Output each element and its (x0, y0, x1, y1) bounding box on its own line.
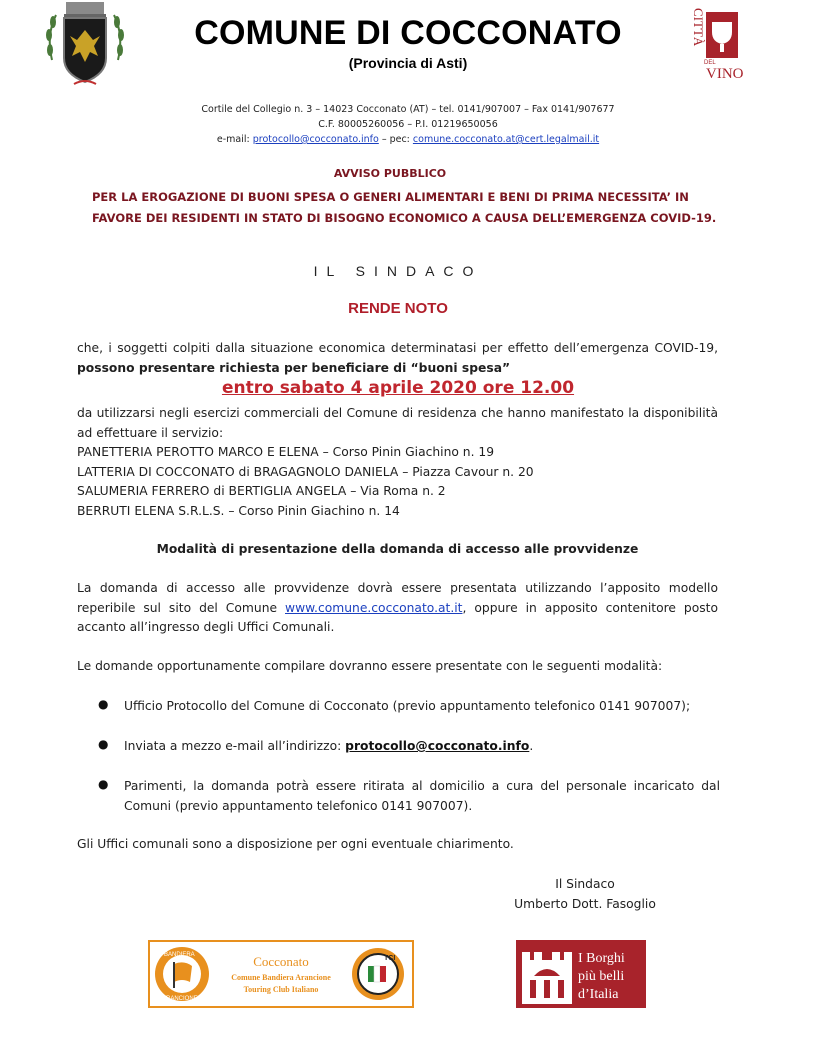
email-label: e-mail: (216, 134, 253, 145)
list-item: SALUMERIA FERRERO di BERTIGLIA ANGELA – Via Roma n. 2 (77, 484, 446, 498)
list-item: LATTERIA DI COCCONATO di BRAGAGNOLO DANIELA – Piazza Cavour n. 20 (77, 464, 534, 479)
rende-noto-heading: RENDE NOTO (348, 300, 448, 317)
bandiera-arancione-logo (148, 940, 414, 1008)
citta-del-vino-logo (682, 2, 748, 84)
address-line-1: Cortile del Collegio n. 3 – 14023 Cocconato (AT) – tel. 0141/907007 – Fax 0141/907677 (201, 104, 615, 115)
pec-link[interactable]: comune.cocconato.at@cert.legalmail.it (412, 134, 600, 145)
intro-paragraph (77, 339, 718, 378)
signature-role: Il Sindaco (555, 877, 615, 891)
usage-paragraph: da utilizzarsi negli esercizi commerciali del Comune di residenza che hanno manifestato la disponibilità ad effettuare il servizio: (77, 406, 718, 440)
bullet-icon: ● (98, 697, 109, 711)
badge-top-text: BANDIERA (164, 952, 195, 958)
list-item (124, 737, 720, 757)
section-paragraph (77, 579, 718, 638)
bullet-text: Inviata a mezzo e-mail all’indirizzo: (124, 739, 346, 753)
sindaco-title: IL SINDACO (313, 263, 483, 279)
section-text-2: , oppure in apposito contenitore posto accanto all’ingresso degli Uffici Comunali. (77, 600, 718, 634)
address-line-2: C.F. 80005260056 – P.I. 01219650056 (318, 119, 498, 130)
logo-line-2: più belli (578, 969, 625, 984)
list-item: Parimenti, la domanda potrà essere ritirata al domicilio a cura del personale incaricato dal Comuni (previo appuntamento telefonico 0141 907007). (124, 779, 720, 813)
deadline-text: entro sabato 4 aprile 2020 ore 12.00 (221, 378, 575, 398)
page-subtitle: (Provincia di Asti) (348, 55, 468, 71)
logo-title: Cocconato (253, 954, 309, 969)
contact-line (0, 134, 816, 145)
list-item: Ufficio Protocollo del Comune di Cocconato (previo appuntamento telefonico 0141 907007); (124, 699, 691, 713)
signature-name: Umberto Dott. Fasoglio (514, 897, 656, 911)
tci-text: TCI (384, 955, 396, 962)
section-text-1: La domanda di accesso alle provvidenze dovrà essere presentata utilizzando l’apposito modello reperibile sul sito del Comune (77, 581, 718, 615)
intro-text: che, i soggetti colpiti dalla situazione economica determinatasi per effetto dell’emergenza COVID-19, (77, 341, 718, 355)
vino-logo-del: DEL (704, 60, 716, 66)
shop-list (77, 443, 718, 521)
logo-line-2: Touring Club Italiano (243, 985, 319, 994)
vino-logo-text: VINO (706, 66, 744, 82)
list-item: PANETTERIA PEROTTO MARCO E ELENA – Corso Pinin Giachino n. 19 (77, 445, 495, 459)
pec-label: – pec: (378, 134, 413, 145)
notice-label: AVVISO PUBBLICO (333, 167, 447, 180)
notice-heading: PER LA EROGAZIONE DI BUONI SPESA O GENERI ALIMENTARI E BENI DI PRIMA NECESSITA’ IN FAVORE DEI RESIDENTI IN STATO DI BISOGNO ECONOMICO A CAUSA DELL’EMERGENZA COVID-19. (92, 190, 717, 225)
section-title: Modalità di presentazione della domanda di accesso alle provvidenze (156, 542, 639, 556)
svg-text:CITTÀ: CITTÀ (691, 8, 706, 47)
bullet-end: . (529, 739, 534, 753)
bullet-icon: ● (98, 777, 109, 791)
intro-bold-text: possono presentare richiesta per beneficiare di “buoni spesa” (77, 360, 511, 375)
logo-line-1: I Borghi (578, 951, 625, 966)
page-title: COMUNE DI COCCONATO (194, 14, 622, 52)
email-link[interactable]: protocollo@cocconato.info (252, 134, 379, 145)
logo-line-1: Comune Bandiera Arancione (231, 973, 331, 982)
logo-line-3: d’Italia (578, 987, 619, 1002)
bullet-icon: ● (98, 737, 109, 751)
badge-bottom-text: ARANCIONE (162, 996, 198, 1002)
website-link[interactable]: www.comune.cocconato.at.it (285, 600, 463, 615)
email-link[interactable]: protocollo@cocconato.info (345, 739, 530, 753)
modalities-intro: Le domande opportunamente compilare dovranno essere presentate con le seguenti modalità: (77, 659, 663, 673)
list-item: BERRUTI ELENA S.R.L.S. – Corso Pinin Giachino n. 14 (77, 503, 400, 518)
closing-text: Gli Uffici comunali sono a disposizione per ogni eventuale chiarimento. (77, 837, 514, 851)
borghi-piu-belli-logo (516, 940, 646, 1008)
